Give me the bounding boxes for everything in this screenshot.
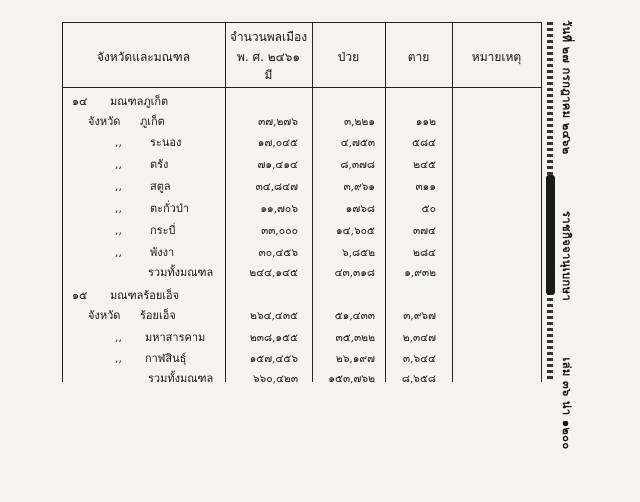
row-prefix: ,,	[115, 158, 122, 171]
row-pop: ๒๓๘,๑๕๕	[249, 332, 298, 344]
row-dead: ๓๗๔	[412, 225, 436, 237]
total-dead: ๘,๖๕๘	[401, 373, 436, 385]
row-prefix: ,,	[115, 202, 122, 215]
col-divider-left	[62, 22, 63, 382]
header-remarks: หมายเหตุ	[471, 50, 522, 64]
row-dead: ๒๔๕	[413, 159, 436, 171]
row-name: มหาสารคาม	[145, 331, 206, 344]
row-pop: ๗๑,๔๑๔	[257, 159, 298, 171]
header-population-3: มี	[264, 68, 273, 82]
row-sick: ๖,๘๕๒	[342, 247, 375, 259]
header-sick: ป่วย	[337, 50, 360, 64]
total-label: รวมทั้งมณฑล	[148, 372, 214, 385]
row-dead: ๑๑๒	[415, 116, 436, 128]
total-pop: ๖๖๐,๔๒๓	[252, 373, 298, 385]
row-sick: ๒๖,๑๙๗	[335, 353, 375, 365]
total-sick: ๑๕๓,๗๖๒	[328, 373, 375, 385]
section-number: ๑๔	[72, 95, 88, 108]
row-pop: ๑๗,๐๔๕	[257, 137, 298, 149]
row-pop: ๓๓,๐๐๐	[261, 225, 298, 237]
total-dead: ๑,๙๓๒	[404, 267, 436, 279]
row-dead: ๓,๖๔๔	[402, 353, 436, 365]
row-prefix: ,,	[115, 180, 122, 193]
row-name: ระนอง	[150, 136, 182, 149]
side-header-text	[560, 20, 576, 450]
row-prefix: ,,	[115, 246, 122, 259]
row-sick: ๑๔,๖๐๕	[336, 225, 375, 237]
row-dead: ๕๘๔	[412, 137, 436, 149]
row-dead: ๓,๙๖๗	[403, 310, 436, 322]
row-dead: ๓๑๑	[415, 181, 436, 193]
row-name: สตูล	[150, 180, 171, 193]
row-pop: ๒๖๔,๔๓๕	[250, 310, 298, 322]
side-gazette: ราชกิจจานุเบกษา	[560, 211, 573, 302]
row-sick: ๑๗๖๘	[345, 203, 375, 215]
row-prefix: ,,	[115, 331, 122, 344]
row-prefix: ,,	[115, 224, 122, 237]
row-pop: ๑๕๗,๔๕๖	[249, 353, 298, 365]
col-divider-dead	[385, 22, 386, 382]
margin-ink-bar	[546, 175, 555, 295]
row-sick: ๓๕,๓๒๒	[335, 332, 375, 344]
section-number: ๑๕	[72, 289, 88, 302]
row-pop: ๑๑,๗๐๖	[260, 203, 298, 215]
row-sick: ๘,๓๗๘	[340, 159, 375, 171]
header-population-1: จำนวนพลเมือง	[229, 30, 308, 44]
row-dead: ๕๐	[421, 203, 436, 215]
row-name: กระบี่	[150, 224, 176, 237]
side-date: วันที่ ๒๗ กรกฎาคม ๒๔๖๒	[560, 20, 573, 155]
section-title: มณฑลภูเก็ต	[110, 95, 169, 108]
header-population-2: พ. ศ. ๒๔๖๑	[236, 50, 300, 64]
header-dead: ตาย	[407, 50, 430, 64]
row-prefix: ,,	[115, 352, 122, 365]
row-name: ภูเก็ต	[140, 115, 165, 128]
col-divider-sick	[312, 22, 313, 382]
header-province: จังหวัดและมณฑล	[96, 50, 191, 64]
row-sick: ๓,๙๖๑	[343, 181, 375, 193]
row-prefix: ,,	[115, 136, 122, 149]
row-dead: ๒,๓๔๗	[402, 332, 436, 344]
header-bottom-border	[62, 87, 542, 88]
row-dead: ๒๘๔	[413, 247, 436, 259]
row-prefix: จังหวัด	[88, 115, 121, 128]
row-name: ร้อยเอ็จ	[140, 309, 176, 322]
col-divider-remarks	[452, 22, 453, 382]
row-name: พังงา	[150, 246, 175, 259]
total-pop: ๒๔๔,๑๔๕	[249, 267, 298, 279]
row-pop: ๓๐,๔๕๖	[258, 247, 298, 259]
row-name: ตรัง	[150, 158, 169, 171]
row-name: กาฬสินธุ์	[145, 352, 187, 365]
row-sick: ๔,๗๕๓	[340, 137, 375, 149]
col-divider-right	[541, 22, 542, 382]
side-volume: เล่ม ๓๖ น่า ๑๒๐๐	[560, 357, 573, 450]
row-pop: ๓๔,๘๔๗	[255, 181, 298, 193]
row-name: ตะกั่วป่า	[150, 202, 190, 215]
row-sick: ๓,๒๒๑	[343, 116, 375, 128]
section-title: มณฑลร้อยเอ็จ	[110, 289, 180, 302]
total-label: รวมทั้งมณฑล	[148, 266, 214, 279]
total-sick: ๔๓,๓๑๘	[334, 267, 375, 279]
table-top-border	[62, 22, 542, 23]
row-sick: ๕๑,๔๓๓	[334, 310, 375, 322]
row-prefix: จังหวัด	[88, 309, 121, 322]
row-pop: ๓๗,๒๗๖	[258, 116, 298, 128]
